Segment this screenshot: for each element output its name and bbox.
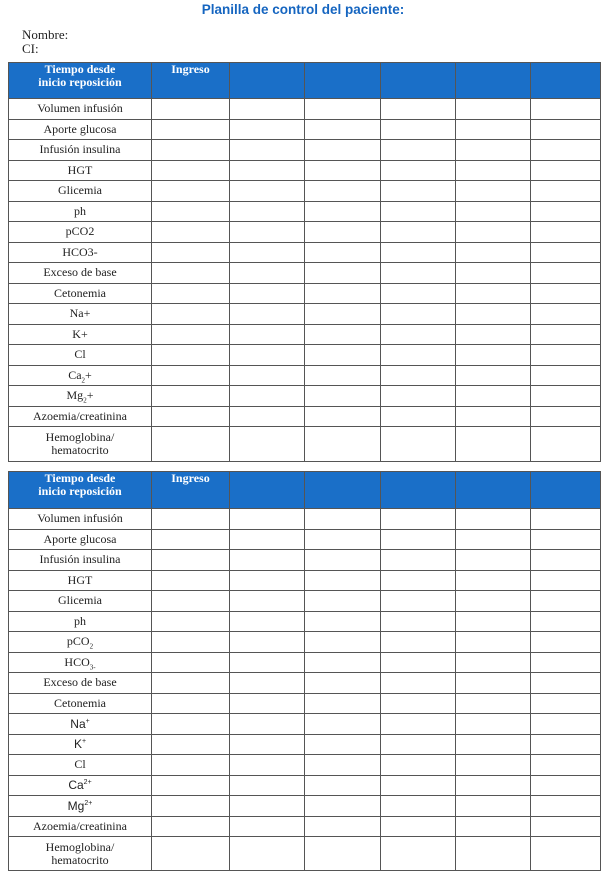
entry-cell[interactable]: [381, 160, 456, 181]
row-label: Aporte glucosa: [9, 119, 152, 140]
entry-cell[interactable]: [531, 119, 601, 140]
entry-cell[interactable]: [230, 509, 305, 530]
entry-cell[interactable]: [230, 570, 305, 591]
entry-cell[interactable]: [531, 386, 601, 407]
table-row: [9, 99, 601, 120]
entry-cell[interactable]: [381, 406, 456, 427]
table-row: [9, 775, 601, 796]
entry-cell[interactable]: [456, 181, 531, 202]
row-label: Infusión insulina: [9, 550, 152, 571]
entry-cell[interactable]: [381, 386, 456, 407]
ci-label: CI:: [22, 41, 39, 56]
header-cell: [456, 63, 531, 99]
entry-cell[interactable]: [381, 345, 456, 366]
entry-cell[interactable]: [456, 119, 531, 140]
entry-cell[interactable]: [381, 693, 456, 714]
row-label: Hemoglobina/ hematocrito: [9, 427, 152, 462]
table-row: [9, 652, 601, 673]
header-row: [9, 63, 601, 99]
row-label: ph: [9, 201, 152, 222]
entry-cell[interactable]: [381, 570, 456, 591]
entry-cell[interactable]: [305, 570, 381, 591]
entry-cell[interactable]: [305, 509, 381, 530]
entry-cell[interactable]: [305, 632, 381, 653]
entry-cell[interactable]: [531, 160, 601, 181]
entry-cell[interactable]: [381, 509, 456, 530]
row-label: $HCO_{3-}$: [9, 652, 152, 673]
entry-cell[interactable]: [531, 222, 601, 243]
entry-cell[interactable]: [456, 242, 531, 263]
entry-cell[interactable]: [531, 242, 601, 263]
entry-cell[interactable]: [531, 427, 601, 462]
table-row: [9, 714, 601, 735]
entry-cell[interactable]: [456, 652, 531, 673]
entry-cell[interactable]: [456, 427, 531, 462]
entry-cell[interactable]: [381, 734, 456, 755]
entry-cell[interactable]: [305, 386, 381, 407]
entry-cell[interactable]: [381, 365, 456, 386]
table-row: [9, 119, 601, 140]
table-row: [9, 304, 601, 325]
table-row: [9, 734, 601, 755]
entry-cell[interactable]: [230, 427, 305, 462]
row-label: $Mg_2+$: [9, 386, 152, 407]
entry-cell[interactable]: [152, 222, 230, 243]
entry-cell[interactable]: [152, 509, 230, 530]
time-since-header: [9, 63, 152, 99]
header-cell: [531, 472, 601, 509]
entry-cell[interactable]: [230, 99, 305, 120]
nombre-label: Nombre:: [22, 27, 69, 42]
entry-cell[interactable]: [152, 181, 230, 202]
row-label: K+: [9, 734, 152, 755]
entry-cell[interactable]: [152, 755, 230, 776]
header-row: [9, 472, 601, 509]
entry-cell[interactable]: [305, 775, 381, 796]
entry-cell[interactable]: [456, 222, 531, 243]
entry-cell[interactable]: [456, 304, 531, 325]
row-label: Infusión insulina: [9, 140, 152, 161]
entry-cell[interactable]: [456, 570, 531, 591]
row-label: Exceso de base: [9, 673, 152, 694]
entry-cell[interactable]: [456, 591, 531, 612]
entry-cell[interactable]: [531, 304, 601, 325]
entry-cell[interactable]: [152, 283, 230, 304]
row-label: Azoemia/creatinina: [9, 406, 152, 427]
entry-cell[interactable]: [531, 611, 601, 632]
entry-cell[interactable]: [531, 283, 601, 304]
table-row: [9, 632, 601, 653]
entry-cell[interactable]: [152, 386, 230, 407]
header-cell: [230, 63, 305, 99]
entry-cell[interactable]: [230, 755, 305, 776]
entry-cell[interactable]: [230, 263, 305, 284]
entry-cell[interactable]: [230, 693, 305, 714]
row-label: Glicemia: [9, 181, 152, 202]
entry-cell[interactable]: [152, 837, 230, 871]
row-label: ph: [9, 611, 152, 632]
table-row: [9, 345, 601, 366]
entry-cell[interactable]: [456, 611, 531, 632]
entry-cell[interactable]: [381, 181, 456, 202]
entry-cell[interactable]: [381, 201, 456, 222]
row-label: pCO$_2$: [9, 632, 152, 653]
entry-cell[interactable]: [152, 427, 230, 462]
entry-cell[interactable]: [230, 140, 305, 161]
entry-cell[interactable]: [456, 324, 531, 345]
table-row: [9, 242, 601, 263]
row-label: Exceso de base: [9, 263, 152, 284]
entry-cell[interactable]: [381, 837, 456, 871]
row-label: Aporte glucosa: [9, 529, 152, 550]
entry-cell[interactable]: [230, 837, 305, 871]
entry-cell[interactable]: [381, 550, 456, 571]
ingreso-header: Ingreso: [152, 472, 230, 509]
entry-cell[interactable]: [152, 591, 230, 612]
header-cell: [456, 472, 531, 509]
entry-cell[interactable]: [230, 160, 305, 181]
entry-cell[interactable]: [230, 283, 305, 304]
entry-cell[interactable]: [152, 673, 230, 694]
table-row: [9, 386, 601, 407]
entry-cell[interactable]: [152, 242, 230, 263]
entry-cell[interactable]: [381, 816, 456, 837]
entry-cell[interactable]: [230, 591, 305, 612]
entry-cell[interactable]: [531, 693, 601, 714]
entry-cell[interactable]: [152, 365, 230, 386]
table-row: [9, 365, 601, 386]
row-label: HGT: [9, 570, 152, 591]
table-row: [9, 201, 601, 222]
entry-cell[interactable]: [152, 632, 230, 653]
row-label: Hemoglobina/ hematocrito: [9, 837, 152, 871]
entry-cell[interactable]: [381, 263, 456, 284]
entry-cell[interactable]: [456, 734, 531, 755]
entry-cell[interactable]: [305, 365, 381, 386]
entry-cell[interactable]: [305, 591, 381, 612]
table-row: [9, 611, 601, 632]
entry-cell[interactable]: [456, 714, 531, 735]
entry-cell[interactable]: [305, 427, 381, 462]
row-label: Volumen infusión: [9, 99, 152, 120]
row-label: HGT: [9, 160, 152, 181]
entry-cell[interactable]: [230, 714, 305, 735]
entry-cell[interactable]: [230, 632, 305, 653]
entry-cell[interactable]: [230, 775, 305, 796]
entry-cell[interactable]: [456, 345, 531, 366]
entry-cell[interactable]: [230, 550, 305, 571]
entry-cell[interactable]: [456, 529, 531, 550]
header-cell: [230, 472, 305, 509]
entry-cell[interactable]: [152, 99, 230, 120]
header-line2: inicio reposición: [38, 74, 122, 89]
entry-cell[interactable]: [531, 673, 601, 694]
ingreso-header: Ingreso: [152, 63, 230, 99]
entry-cell[interactable]: [230, 796, 305, 817]
entry-cell[interactable]: [152, 796, 230, 817]
entry-cell[interactable]: [456, 550, 531, 571]
entry-cell[interactable]: [230, 119, 305, 140]
entry-cell[interactable]: [456, 632, 531, 653]
entry-cell[interactable]: [456, 140, 531, 161]
entry-cell[interactable]: [152, 304, 230, 325]
entry-cell[interactable]: [381, 119, 456, 140]
row-label: Cl: [9, 345, 152, 366]
header-line1: Tiempo desde: [44, 471, 116, 485]
entry-cell[interactable]: [305, 140, 381, 161]
entry-cell[interactable]: [305, 816, 381, 837]
page-title: Planilla de control del paciente:: [201, 2, 405, 17]
table-row: [9, 324, 601, 345]
table-row: [9, 160, 601, 181]
entry-cell[interactable]: [531, 345, 601, 366]
entry-cell[interactable]: [531, 140, 601, 161]
table-row: [9, 816, 601, 837]
entry-cell[interactable]: [456, 693, 531, 714]
entry-cell[interactable]: [230, 673, 305, 694]
entry-cell[interactable]: [381, 140, 456, 161]
entry-cell[interactable]: [381, 283, 456, 304]
entry-cell[interactable]: [456, 386, 531, 407]
row-label: Cetonemia: [9, 693, 152, 714]
entry-cell[interactable]: [305, 714, 381, 735]
row-label: $Mg^{2+}$: [9, 796, 152, 817]
row-label: Na+: [9, 714, 152, 735]
entry-cell[interactable]: [381, 652, 456, 673]
row-label: Glicemia: [9, 591, 152, 612]
entry-cell[interactable]: [381, 775, 456, 796]
entry-cell[interactable]: [230, 734, 305, 755]
table-row: [9, 509, 601, 530]
header-line2: inicio reposición: [38, 483, 122, 498]
entry-cell[interactable]: [381, 99, 456, 120]
entry-cell[interactable]: [305, 406, 381, 427]
entry-cell[interactable]: [531, 201, 601, 222]
entry-cell[interactable]: [381, 673, 456, 694]
row-label: K+: [9, 324, 152, 345]
entry-cell[interactable]: [531, 652, 601, 673]
entry-cell[interactable]: [381, 529, 456, 550]
entry-cell[interactable]: [305, 304, 381, 325]
time-since-header: [9, 472, 152, 509]
entry-cell[interactable]: [230, 304, 305, 325]
entry-cell[interactable]: [230, 242, 305, 263]
entry-cell[interactable]: [456, 509, 531, 530]
entry-cell[interactable]: [381, 632, 456, 653]
entry-cell[interactable]: [381, 324, 456, 345]
entry-cell[interactable]: [152, 345, 230, 366]
table-row: [9, 263, 601, 284]
table-row: [9, 140, 601, 161]
entry-cell[interactable]: [305, 283, 381, 304]
entry-cell[interactable]: [152, 529, 230, 550]
entry-cell[interactable]: [230, 652, 305, 673]
entry-cell[interactable]: [152, 734, 230, 755]
entry-cell[interactable]: [230, 816, 305, 837]
row-label: $Ca^{2+}$: [9, 775, 152, 796]
entry-cell[interactable]: [531, 816, 601, 837]
entry-cell[interactable]: [456, 673, 531, 694]
table-row: [9, 591, 601, 612]
entry-cell[interactable]: [152, 714, 230, 735]
table-row: [9, 673, 601, 694]
entry-cell[interactable]: [152, 652, 230, 673]
entry-cell[interactable]: [152, 140, 230, 161]
entry-cell[interactable]: [456, 365, 531, 386]
entry-cell[interactable]: [305, 222, 381, 243]
entry-cell[interactable]: [230, 386, 305, 407]
entry-cell[interactable]: [531, 99, 601, 120]
entry-cell[interactable]: [531, 796, 601, 817]
entry-cell[interactable]: [152, 570, 230, 591]
entry-cell[interactable]: [381, 304, 456, 325]
entry-cell[interactable]: [456, 263, 531, 284]
table-row: [9, 427, 601, 462]
row-label: Na+: [9, 304, 152, 325]
entry-cell[interactable]: [381, 242, 456, 263]
table-row: [9, 570, 601, 591]
entry-cell[interactable]: [531, 591, 601, 612]
entry-cell[interactable]: [230, 611, 305, 632]
entry-cell[interactable]: [305, 550, 381, 571]
entry-cell[interactable]: [381, 714, 456, 735]
table-row: [9, 222, 601, 243]
entry-cell[interactable]: [531, 714, 601, 735]
entry-cell[interactable]: [531, 263, 601, 284]
entry-cell[interactable]: [381, 611, 456, 632]
entry-cell[interactable]: [531, 570, 601, 591]
entry-cell[interactable]: [305, 837, 381, 871]
entry-cell[interactable]: [305, 673, 381, 694]
entry-cell[interactable]: [531, 632, 601, 653]
control-table-1: [8, 62, 601, 462]
entry-cell[interactable]: [152, 406, 230, 427]
row-label: pCO2: [9, 222, 152, 243]
entry-cell[interactable]: [456, 796, 531, 817]
entry-cell[interactable]: [305, 755, 381, 776]
entry-cell[interactable]: [381, 796, 456, 817]
entry-cell[interactable]: [456, 816, 531, 837]
entry-cell[interactable]: [531, 181, 601, 202]
entry-cell[interactable]: [152, 160, 230, 181]
entry-cell[interactable]: [456, 775, 531, 796]
entry-cell[interactable]: [456, 406, 531, 427]
entry-cell[interactable]: [230, 324, 305, 345]
entry-cell[interactable]: [305, 263, 381, 284]
table-row: [9, 406, 601, 427]
table-row: [9, 283, 601, 304]
entry-cell[interactable]: [152, 263, 230, 284]
entry-cell[interactable]: [456, 837, 531, 871]
entry-cell[interactable]: [305, 611, 381, 632]
entry-cell[interactable]: [531, 509, 601, 530]
entry-cell[interactable]: [152, 611, 230, 632]
entry-cell[interactable]: [531, 734, 601, 755]
entry-cell[interactable]: [305, 529, 381, 550]
entry-cell[interactable]: [531, 550, 601, 571]
entry-cell[interactable]: [531, 406, 601, 427]
table-row: [9, 796, 601, 817]
entry-cell[interactable]: [230, 345, 305, 366]
entry-cell[interactable]: [305, 242, 381, 263]
entry-cell[interactable]: [152, 201, 230, 222]
row-label: Azoemia/creatinina: [9, 816, 152, 837]
entry-cell[interactable]: [305, 652, 381, 673]
entry-cell[interactable]: [381, 591, 456, 612]
table-row: [9, 837, 601, 871]
header-cell: [531, 63, 601, 99]
entry-cell[interactable]: [456, 755, 531, 776]
entry-cell[interactable]: [152, 324, 230, 345]
table-row: [9, 755, 601, 776]
entry-cell[interactable]: [531, 837, 601, 871]
entry-cell[interactable]: [381, 755, 456, 776]
header-cell: [381, 63, 456, 99]
entry-cell[interactable]: [531, 755, 601, 776]
table-row: [9, 693, 601, 714]
entry-cell[interactable]: [531, 365, 601, 386]
entry-cell[interactable]: [152, 119, 230, 140]
entry-cell[interactable]: [531, 324, 601, 345]
entry-cell[interactable]: [531, 529, 601, 550]
entry-cell[interactable]: [305, 99, 381, 120]
entry-cell[interactable]: [152, 693, 230, 714]
entry-cell[interactable]: [305, 734, 381, 755]
entry-cell[interactable]: [305, 160, 381, 181]
entry-cell[interactable]: [305, 181, 381, 202]
entry-cell[interactable]: [381, 222, 456, 243]
entry-cell[interactable]: [305, 324, 381, 345]
table-row: [9, 529, 601, 550]
entry-cell[interactable]: [531, 775, 601, 796]
entry-cell[interactable]: [456, 283, 531, 304]
row-label: Cl: [9, 755, 152, 776]
entry-cell[interactable]: [456, 160, 531, 181]
entry-cell[interactable]: [152, 550, 230, 571]
entry-cell[interactable]: [230, 529, 305, 550]
entry-cell[interactable]: [305, 345, 381, 366]
control-table-2: [8, 471, 601, 871]
header-cell: [305, 472, 381, 509]
entry-cell[interactable]: [456, 99, 531, 120]
table-row: [9, 181, 601, 202]
header-cell: [381, 472, 456, 509]
entry-cell[interactable]: [230, 201, 305, 222]
row-label: $Ca_2+$: [9, 365, 152, 386]
entry-cell[interactable]: [230, 365, 305, 386]
entry-cell[interactable]: [230, 222, 305, 243]
entry-cell[interactable]: [305, 796, 381, 817]
header-cell: [305, 63, 381, 99]
row-label: Volumen infusión: [9, 509, 152, 530]
header-line1: Tiempo desde: [44, 62, 116, 76]
entry-cell[interactable]: [381, 427, 456, 462]
entry-cell[interactable]: [456, 201, 531, 222]
row-label: HCO3-: [9, 242, 152, 263]
row-label: Cetonemia: [9, 283, 152, 304]
entry-cell[interactable]: [305, 693, 381, 714]
entry-cell[interactable]: [152, 775, 230, 796]
entry-cell[interactable]: [305, 119, 381, 140]
entry-cell[interactable]: [230, 181, 305, 202]
table-row: [9, 550, 601, 571]
entry-cell[interactable]: [305, 201, 381, 222]
entry-cell[interactable]: [230, 406, 305, 427]
entry-cell[interactable]: [152, 816, 230, 837]
